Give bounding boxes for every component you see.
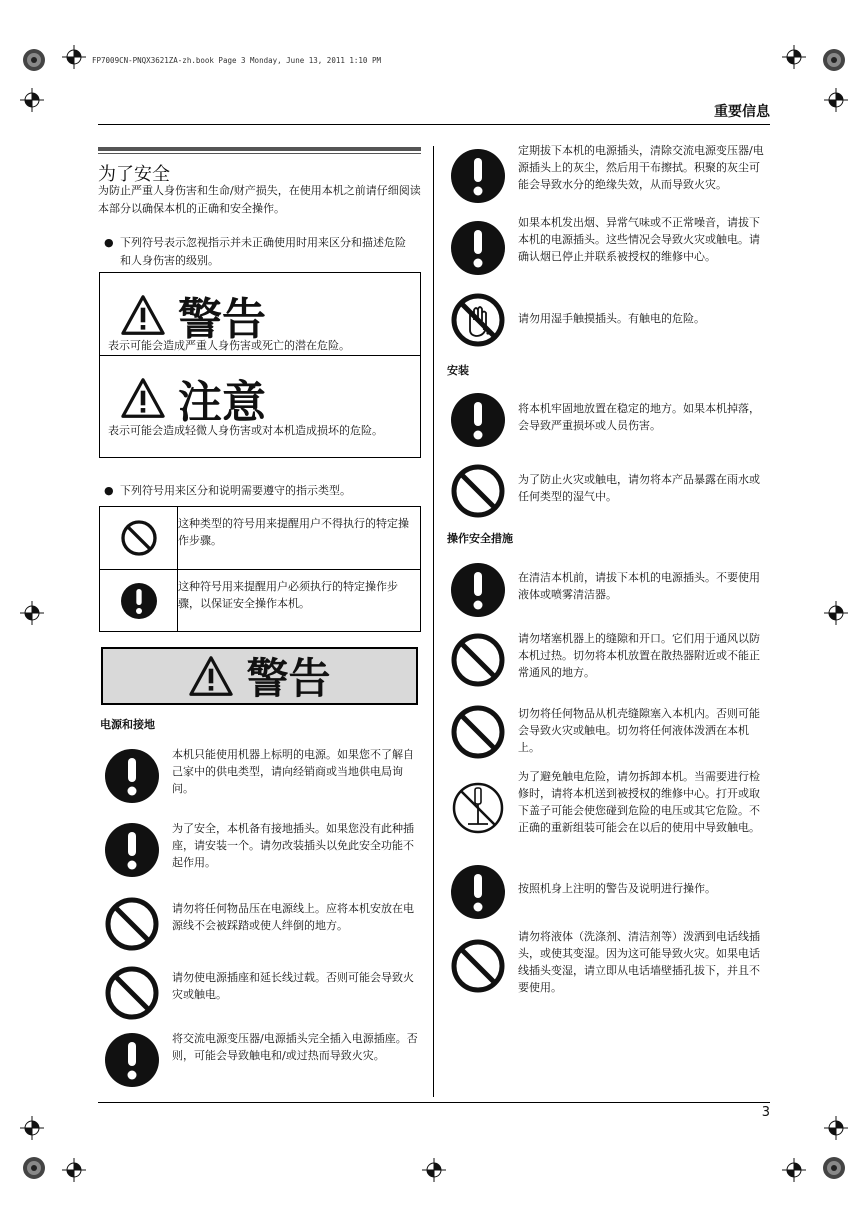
list-item (448, 862, 768, 922)
registration-mark-icon (20, 88, 44, 112)
list-item-text: 本机只能使用机器上标明的电源。如果您不了解自己家中的供电类型，请向经销商或当地供电局询问。 (172, 748, 414, 795)
list-item (102, 894, 422, 954)
warning-level-box (99, 272, 421, 356)
list-item (102, 746, 422, 806)
registration-mark-icon (824, 1116, 848, 1140)
column-divider (433, 146, 434, 1097)
bullet-item (104, 482, 416, 500)
mandatory-icon (102, 1030, 162, 1090)
prohibit-icon (448, 461, 508, 521)
mandatory-icon (119, 581, 159, 621)
list-item-text: 按照机身上注明的警告及说明进行操作。 (518, 882, 716, 895)
list-item-text: 请勿堵塞机器上的缝隙和开口。它们用于通风以防本机过热。切勿将本机放置在散热器附近或不能正常通风的地方。 (518, 632, 760, 679)
book-info-line: FP7009CN-PNQX3621ZA-zh.book Page 3 Monday, June 13, 2011 1:10 PM (92, 56, 381, 65)
subsection-title-install: 安装 (447, 364, 469, 377)
mandatory-icon (448, 390, 508, 450)
page-number: 3 (761, 1105, 770, 1120)
registration-mark-icon (822, 1156, 846, 1180)
list-item-text: 请勿将液体（洗涤剂、清洁剂等）泼洒到电话线插头，或使其变湿。因为这可能导致火灾。如果电话线插头变湿，请立即从电话墙壁插孔拔下，并且不要使用。 (518, 930, 760, 994)
list-item-text: 将本机牢固地放置在稳定的地方。如果本机掉落，会导致严重损坏或人员伤害。 (518, 402, 760, 432)
warning-description: 表示可能会造成严重人身伤害或死亡的潜在危险。 (108, 339, 350, 352)
table-row (100, 570, 420, 632)
mandatory-icon (448, 218, 508, 278)
registration-mark-icon (824, 601, 848, 625)
table-row (100, 507, 420, 570)
page-header-title: 重要信息 (714, 104, 770, 120)
list-item (448, 290, 768, 350)
list-item (448, 928, 768, 996)
list-item (102, 1030, 422, 1090)
registration-mark-icon (20, 601, 44, 625)
prohibit-icon (448, 630, 508, 690)
list-item-text: 为了防止火灾或触电，请勿将本产品暴露在雨水或任何类型的湿气中。 (518, 473, 760, 503)
list-item-text: 在清洁本机前，请拔下本机的电源插头。不要使用液体或喷雾清洁器。 (518, 571, 760, 601)
bullet-text: 下列符号用来区分和说明需要遵守的指示类型。 (120, 484, 351, 497)
caution-label: 注意 (178, 377, 266, 428)
table-cell-text: 这种类型的符号用来提醒用户不得执行的特定操作步骤。 (178, 517, 409, 547)
registration-mark-icon (782, 1158, 806, 1182)
prohibit-icon (119, 518, 159, 558)
mandatory-icon (102, 820, 162, 880)
mandatory-icon (448, 560, 508, 620)
warning-banner (101, 647, 418, 705)
list-item (448, 214, 768, 278)
mandatory-icon (448, 862, 508, 922)
list-item (448, 560, 768, 620)
list-item (102, 820, 422, 880)
list-item (102, 963, 422, 1023)
registration-mark-icon (822, 48, 846, 72)
section-title-bar (98, 147, 421, 151)
prohibit-icon (448, 936, 508, 996)
caution-heading (120, 366, 266, 430)
no-wet-hands-icon (448, 290, 508, 350)
warning-triangle-icon (188, 655, 234, 697)
list-item-text: 请勿将任何物品压在电源线上。应将本机安放在电源线不会被踩踏或使人绊倒的地方。 (172, 902, 414, 932)
caution-description: 表示可能会造成轻微人身伤害或对本机造成损坏的危险。 (108, 424, 383, 437)
registration-mark-icon (824, 88, 848, 112)
subsection-title-power: 电源和接地 (100, 718, 155, 731)
list-item-text: 请勿用湿手触摸插头。有触电的危险。 (518, 312, 705, 325)
section-title-bar (98, 153, 421, 154)
list-item (448, 630, 768, 690)
warning-banner-label: 警告 (246, 654, 331, 703)
prohibit-icon (102, 963, 162, 1023)
bullet-text: 下列符号表示忽视指示并未正确使用时用来区分和描述危险和人身伤害的级别。 (120, 236, 406, 267)
registration-mark-icon (22, 1156, 46, 1180)
registration-mark-icon (20, 1116, 44, 1140)
bullet-item (104, 234, 416, 270)
list-item-text: 为了避免触电危险，请勿拆卸本机。当需要进行检修时，请将本机送到被授权的维修中心。打开或取下盖子可能会使您碰到危险的电压或其它危险。不正确的重新组装可能会在以后的使用中导致触电。 (518, 770, 760, 834)
section-intro: 为防止严重人身伤害和生命/财产损失，在使用本机之前请仔细阅读本部分以确保本机的正确和安全操作。 (98, 184, 421, 215)
prohibit-icon (102, 894, 162, 954)
list-item-text: 如果本机发出烟、异常气味或不正常噪音，请拔下本机的电源插头。这些情况会导致火灾或触电。请确认烟已停止并联系被授权的维修中心。 (518, 216, 760, 263)
table-cell-text: 这种符号用来提醒用户必须执行的特定操作步骤，以保证安全操作本机。 (178, 580, 398, 610)
list-item-text: 请勿使电源插座和延长线过载。否则可能会导致火灾或触电。 (172, 971, 414, 1001)
warning-label: 警告 (178, 294, 266, 345)
caution-level-box (99, 355, 421, 458)
bullet-dot-icon: ● (104, 236, 114, 249)
list-item-text: 定期拔下本机的电源插头，清除交流电源变压器/电源插头上的灰尘，然后用干布擦拭。积聚的灰尘可能会导致水分的绝缘失效，从而导致火灾。 (518, 144, 764, 191)
list-item (448, 390, 768, 450)
registration-mark-icon (22, 48, 46, 72)
list-item-text: 切勿将任何物品从机壳缝隙塞入本机内。否则可能会导致火灾或触电。切勿将任何液体泼洒在本机上。 (518, 707, 760, 754)
list-item (448, 768, 768, 838)
mandatory-icon (102, 746, 162, 806)
list-item-text: 为了安全，本机备有接地插头。如果您没有此种插座，请安装一个。请勿改装插头以免此安全功能不起作用。 (172, 822, 414, 869)
mandatory-icon (448, 146, 508, 206)
subsection-title-operation: 操作安全措施 (447, 532, 513, 545)
prohibit-icon (448, 702, 508, 762)
list-item (448, 461, 768, 521)
registration-mark-icon (422, 1158, 446, 1182)
header-divider (98, 124, 770, 125)
registration-mark-icon (62, 45, 86, 69)
registration-mark-icon (782, 45, 806, 69)
bullet-dot-icon: ● (104, 484, 114, 497)
no-disassemble-icon (448, 778, 508, 838)
warning-triangle-icon (120, 377, 166, 419)
registration-mark-icon (62, 1158, 86, 1182)
warning-triangle-icon (120, 294, 166, 336)
list-item-text: 将交流电源变压器/电源插头完全插入电源插座。否则，可能会导致触电和/或过热而导致火灾。 (172, 1032, 418, 1062)
symbol-table (99, 506, 421, 632)
section-title: 为了安全 (98, 164, 170, 185)
list-item (448, 142, 768, 206)
footer-divider (98, 1102, 770, 1103)
list-item (448, 702, 768, 762)
